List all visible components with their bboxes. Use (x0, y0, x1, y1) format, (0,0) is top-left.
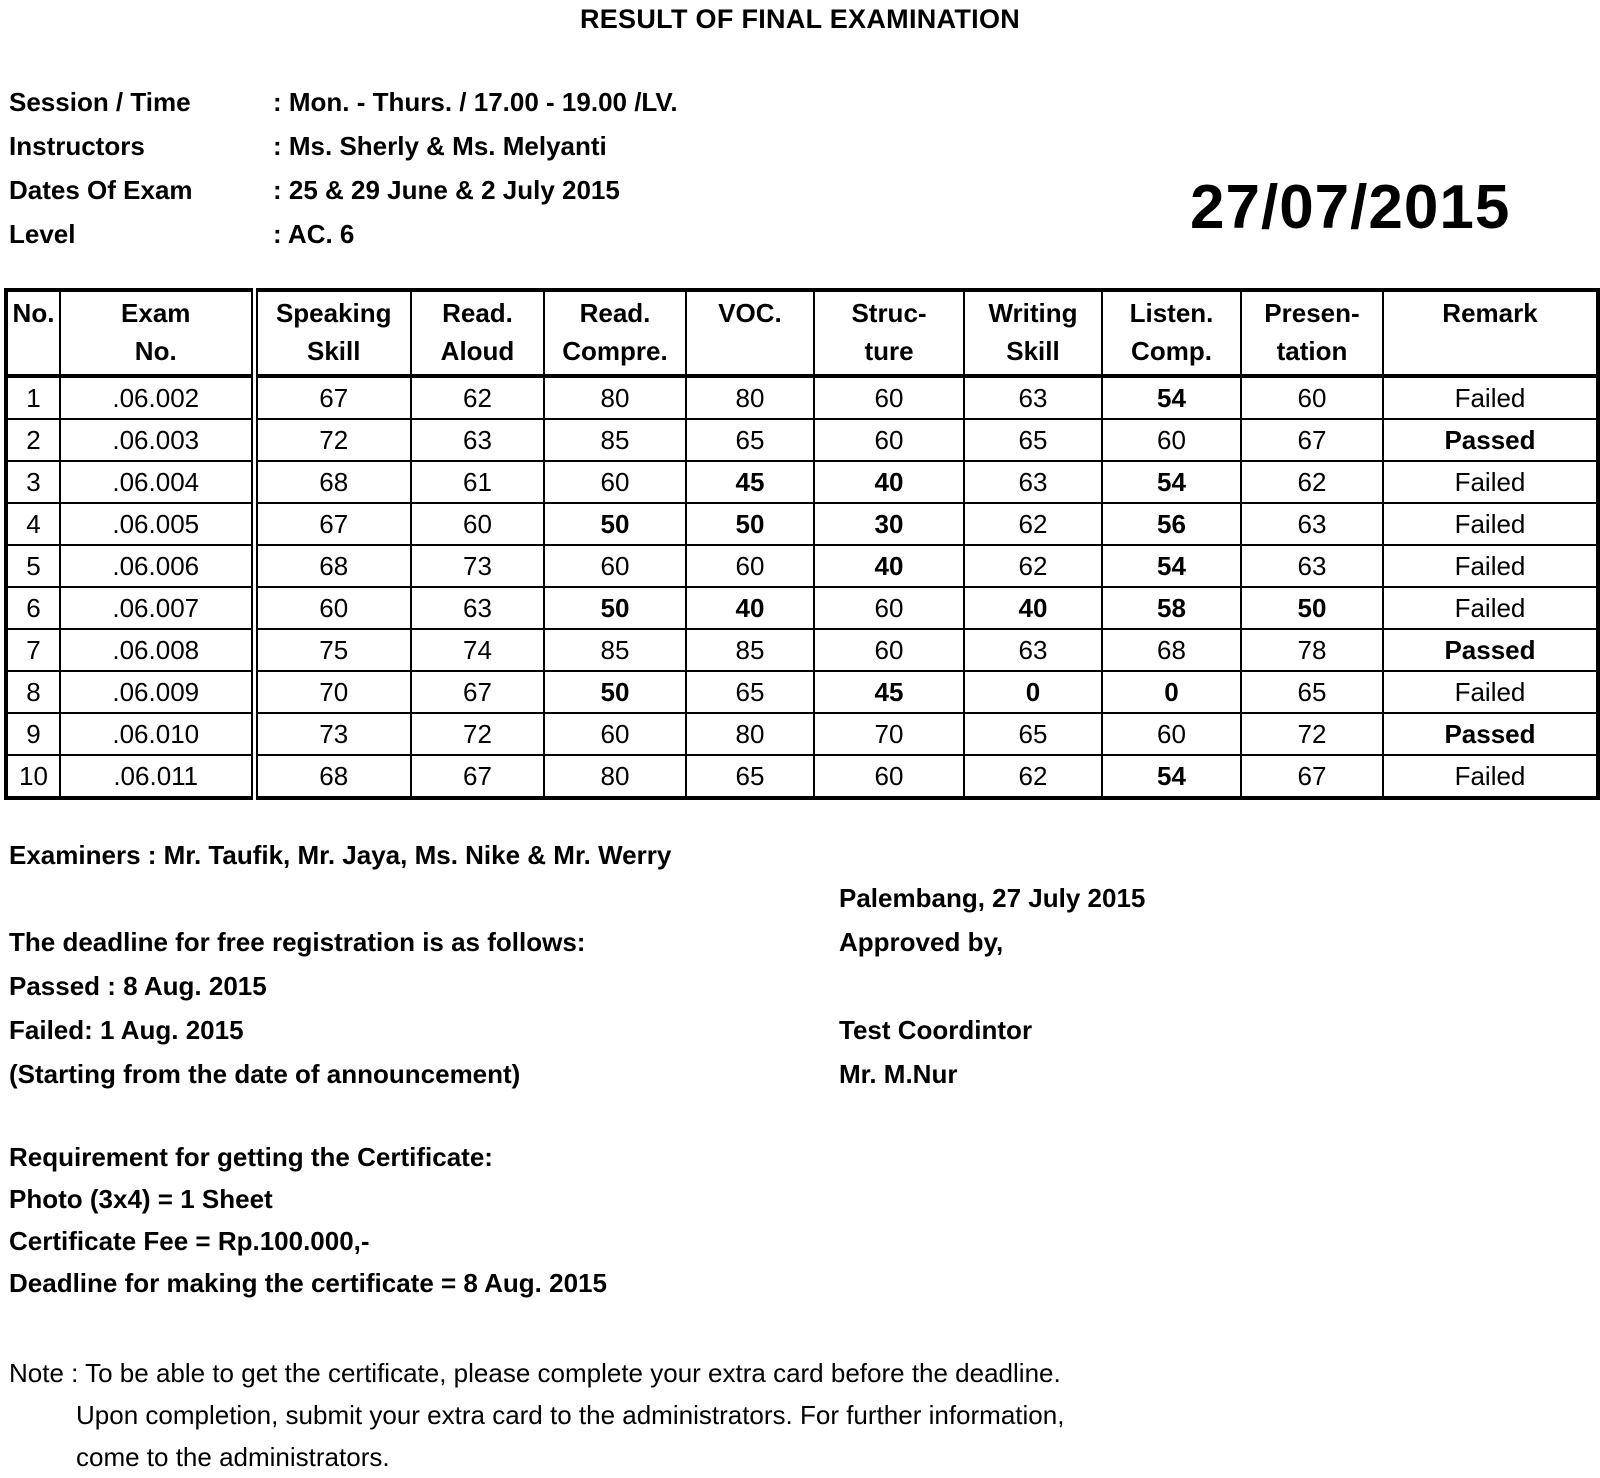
note-block (9, 1352, 1064, 1478)
approval-block (839, 876, 1145, 1096)
column-header-line-1: VOC. (718, 298, 782, 328)
requirements-fee: Certificate Fee = Rp.100.000,- (9, 1226, 370, 1256)
cell-compre: 50 (544, 671, 686, 713)
deadline-note: (Starting from the date of announcement) (9, 1059, 521, 1089)
column-header (544, 290, 686, 376)
table-body (6, 376, 1598, 798)
column-header-line-1: Struc- (851, 298, 927, 328)
column-header-line-2: Skill (307, 336, 361, 366)
cell-speaking: 68 (254, 755, 411, 798)
deadline-passed: Passed : 8 Aug. 2015 (9, 971, 267, 1001)
table-row (6, 419, 1598, 461)
info-label: Instructors (9, 131, 145, 161)
cell-writing: 0 (964, 671, 1102, 713)
info-label: Session / Time (9, 87, 191, 117)
cell-presentation: 63 (1241, 545, 1383, 587)
note-line-2: Upon completion, submit your extra card to the administrators. For further information, (76, 1400, 1065, 1430)
cell-speaking: 75 (254, 629, 411, 671)
cell-exam: .06.007 (60, 587, 254, 629)
cell-compre: 60 (544, 545, 686, 587)
column-header (1383, 290, 1598, 376)
info-value: : AC. 6 (273, 219, 355, 249)
info-label: Dates Of Exam (9, 175, 193, 205)
column-header-line-1: Remark (1442, 298, 1538, 328)
cell-no: 4 (6, 503, 60, 545)
cell-compre: 60 (544, 461, 686, 503)
cell-writing: 63 (964, 461, 1102, 503)
cell-voc: 65 (686, 419, 814, 461)
info-value: : Mon. - Thurs. / 17.00 - 19.00 /LV. (273, 87, 678, 117)
cell-no: 1 (6, 376, 60, 419)
cell-remark: Failed (1383, 671, 1598, 713)
cell-speaking: 70 (254, 671, 411, 713)
cell-compre: 50 (544, 587, 686, 629)
cell-exam: .06.004 (60, 461, 254, 503)
cell-exam: .06.005 (60, 503, 254, 545)
cell-listen: 58 (1102, 587, 1241, 629)
cell-speaking: 68 (254, 461, 411, 503)
column-header-line-1: No. (12, 298, 55, 328)
cell-remark: Passed (1383, 713, 1598, 755)
cell-structure: 60 (814, 755, 964, 798)
cell-voc: 85 (686, 629, 814, 671)
cell-voc: 65 (686, 671, 814, 713)
cell-aloud: 63 (411, 419, 544, 461)
cell-voc: 40 (686, 587, 814, 629)
cell-listen: 60 (1102, 419, 1241, 461)
note-line-1: Note : To be able to get the certificate, please complete your extra card before the deadline. (9, 1358, 1061, 1388)
cell-no: 7 (6, 629, 60, 671)
cell-voc: 60 (686, 545, 814, 587)
cell-exam: .06.002 (60, 376, 254, 419)
column-header (1241, 290, 1383, 376)
cell-voc: 45 (686, 461, 814, 503)
cell-exam: .06.010 (60, 713, 254, 755)
cell-aloud: 60 (411, 503, 544, 545)
cell-listen: 60 (1102, 713, 1241, 755)
requirements-heading: Requirement for getting the Certificate: (9, 1142, 493, 1172)
cell-listen: 68 (1102, 629, 1241, 671)
cell-compre: 80 (544, 376, 686, 419)
cell-presentation: 65 (1241, 671, 1383, 713)
table-row (6, 755, 1598, 798)
cell-aloud: 61 (411, 461, 544, 503)
cell-voc: 80 (686, 376, 814, 419)
cell-structure: 60 (814, 419, 964, 461)
requirements-photo: Photo (3x4) = 1 Sheet (9, 1184, 273, 1214)
column-header-line-1: Listen. (1129, 298, 1214, 328)
spacer (839, 964, 1145, 1008)
info-label: Level (9, 219, 76, 249)
table-row (6, 461, 1598, 503)
column-header (6, 290, 60, 376)
cell-exam: .06.008 (60, 629, 254, 671)
cell-presentation: 72 (1241, 713, 1383, 755)
cell-presentation: 60 (1241, 376, 1383, 419)
cell-speaking: 72 (254, 419, 411, 461)
column-header-line-1: Presen- (1264, 298, 1360, 328)
cell-aloud: 73 (411, 545, 544, 587)
column-header-line-1: Speaking (275, 298, 392, 328)
cell-remark: Passed (1383, 629, 1598, 671)
column-header-line-2: Comp. (1131, 336, 1212, 366)
table-row (6, 713, 1598, 755)
cell-aloud: 62 (411, 376, 544, 419)
note-line-3: come to the administrators. (76, 1442, 390, 1472)
column-header-line-2: Aloud (440, 336, 515, 366)
page-title: RESULT OF FINAL EXAMINATION (579, 4, 1021, 34)
cell-structure: 60 (814, 376, 964, 419)
approval-place-date: Palembang, 27 July 2015 (839, 883, 1146, 913)
cell-remark: Failed (1383, 503, 1598, 545)
cell-presentation: 63 (1241, 503, 1383, 545)
cell-listen: 56 (1102, 503, 1241, 545)
table-row (6, 629, 1598, 671)
cell-remark: Failed (1383, 545, 1598, 587)
cell-remark: Passed (1383, 419, 1598, 461)
cell-structure: 45 (814, 671, 964, 713)
cell-speaking: 68 (254, 545, 411, 587)
cell-remark: Failed (1383, 755, 1598, 798)
cell-listen: 54 (1102, 461, 1241, 503)
cell-speaking: 60 (254, 587, 411, 629)
column-header (686, 290, 814, 376)
cell-no: 9 (6, 713, 60, 755)
requirements-deadline: Deadline for making the certificate = 8 Aug. 2015 (9, 1268, 607, 1298)
column-header (964, 290, 1102, 376)
cell-structure: 40 (814, 545, 964, 587)
cell-aloud: 67 (411, 671, 544, 713)
column-header-line-1: Exam (121, 298, 191, 328)
cell-no: 5 (6, 545, 60, 587)
cell-speaking: 67 (254, 376, 411, 419)
cell-listen: 0 (1102, 671, 1241, 713)
column-header (411, 290, 544, 376)
info-value: : Ms. Sherly & Ms. Melyanti (273, 131, 607, 161)
cell-compre: 50 (544, 503, 686, 545)
table-row (6, 376, 1598, 419)
cell-no: 8 (6, 671, 60, 713)
cell-presentation: 50 (1241, 587, 1383, 629)
deadline-failed: Failed: 1 Aug. 2015 (9, 1015, 244, 1045)
cell-voc: 80 (686, 713, 814, 755)
cell-exam: .06.006 (60, 545, 254, 587)
results-table (4, 288, 1600, 800)
cell-writing: 62 (964, 503, 1102, 545)
cell-structure: 40 (814, 461, 964, 503)
cell-writing: 40 (964, 587, 1102, 629)
cell-remark: Failed (1383, 461, 1598, 503)
deadline-heading: The deadline for free registration is as follows: (9, 927, 586, 957)
table-row (6, 587, 1598, 629)
cell-listen: 54 (1102, 376, 1241, 419)
cell-presentation: 62 (1241, 461, 1383, 503)
approval-approved-by: Approved by, (839, 927, 1004, 957)
table-row (6, 503, 1598, 545)
table-header-row (6, 290, 1598, 376)
cell-writing: 62 (964, 755, 1102, 798)
column-header (60, 290, 254, 376)
cell-speaking: 73 (254, 713, 411, 755)
column-header-line-2: ture (864, 336, 914, 366)
cell-structure: 70 (814, 713, 964, 755)
cell-remark: Failed (1383, 376, 1598, 419)
cell-no: 6 (6, 587, 60, 629)
column-header (814, 290, 964, 376)
column-header-line-1: Writing (988, 298, 1078, 328)
cell-presentation: 67 (1241, 419, 1383, 461)
column-header (1102, 290, 1241, 376)
cell-compre: 60 (544, 713, 686, 755)
cell-listen: 54 (1102, 755, 1241, 798)
cell-aloud: 72 (411, 713, 544, 755)
info-value: : 25 & 29 June & 2 July 2015 (273, 175, 620, 205)
cell-remark: Failed (1383, 587, 1598, 629)
cell-voc: 65 (686, 755, 814, 798)
announcement-date: 27/07/2015 (1190, 173, 1511, 242)
table-row (6, 671, 1598, 713)
column-header (254, 290, 411, 376)
cell-writing: 63 (964, 629, 1102, 671)
cell-aloud: 74 (411, 629, 544, 671)
column-header-line-1: Read. (579, 298, 651, 328)
cell-writing: 62 (964, 545, 1102, 587)
cell-exam: .06.011 (60, 755, 254, 798)
cell-no: 2 (6, 419, 60, 461)
cell-compre: 85 (544, 419, 686, 461)
cell-speaking: 67 (254, 503, 411, 545)
cell-writing: 65 (964, 713, 1102, 755)
cell-compre: 80 (544, 755, 686, 798)
cell-writing: 65 (964, 419, 1102, 461)
examiners: Examiners : Mr. Taufik, Mr. Jaya, Ms. Nike & Mr. Werry (9, 840, 672, 870)
deadline-block (9, 920, 585, 1096)
cell-presentation: 78 (1241, 629, 1383, 671)
column-header-line-2: No. (134, 336, 177, 366)
column-header-line-1: Read. (442, 298, 513, 328)
approval-role: Test Coordintor (839, 1015, 1033, 1045)
cell-aloud: 67 (411, 755, 544, 798)
cell-structure: 60 (814, 587, 964, 629)
cell-no: 10 (6, 755, 60, 798)
requirements-block (9, 1136, 607, 1304)
cell-voc: 50 (686, 503, 814, 545)
cell-structure: 30 (814, 503, 964, 545)
cell-exam: .06.009 (60, 671, 254, 713)
cell-no: 3 (6, 461, 60, 503)
cell-listen: 54 (1102, 545, 1241, 587)
approval-name: Mr. M.Nur (839, 1059, 958, 1089)
cell-presentation: 67 (1241, 755, 1383, 798)
column-header-line-2: Skill (1006, 336, 1060, 366)
cell-writing: 63 (964, 376, 1102, 419)
column-header-line-2: tation (1276, 336, 1348, 366)
cell-compre: 85 (544, 629, 686, 671)
cell-aloud: 63 (411, 587, 544, 629)
table-row (6, 545, 1598, 587)
cell-exam: .06.003 (60, 419, 254, 461)
cell-structure: 60 (814, 629, 964, 671)
column-header-line-2: Compre. (562, 336, 668, 366)
